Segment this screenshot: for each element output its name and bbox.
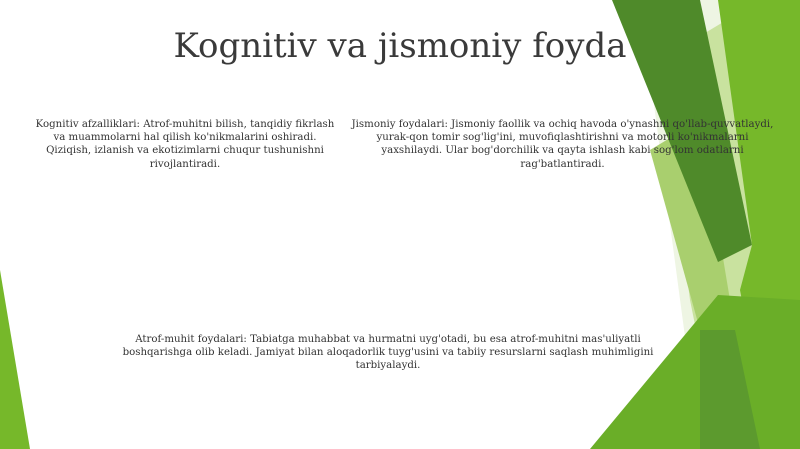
physical-benefits-text: Jismoniy foydalari: Jismoniy faollik va ochiq havoda o'ynashni qo'llab-quvvatlaydi, yurak-qon tomir sog'lig'ini, muvofiqlashtirishni va motorli ko'nikmalarni yaxshilaydi. Ular bog'dorchilik va qayta ishlash kabi sog'lom odatlarni rag'batlantiradi. [351,119,774,170]
left-green-sliver [0,270,30,449]
cognitive-benefits-text: Kognitiv afzalliklari: Atrof-muhitni bilish, tanqidiy fikrlash va muammolarni hal qilish ko'nikmalarini oshiradi. Qiziqish, izlanish va ekotizimlarni chuqur tushunishni rivojlantiradi. [35,119,335,170]
slide-title: Kognitiv va jismoniy foyda [173,26,627,66]
environmental-benefits-text: Atrof-muhit foydalari: Tabiatga muhabbat va hurmatni uyg'otadi, bu esa atrof-muhitni mas'uliyatli boshqarishga olib keladi. Jamiyat bilan aloqadorlik tuyg'usini va tabiiy resurslarni saqlash muhimligini tarbiyalaydi. [122,334,654,372]
